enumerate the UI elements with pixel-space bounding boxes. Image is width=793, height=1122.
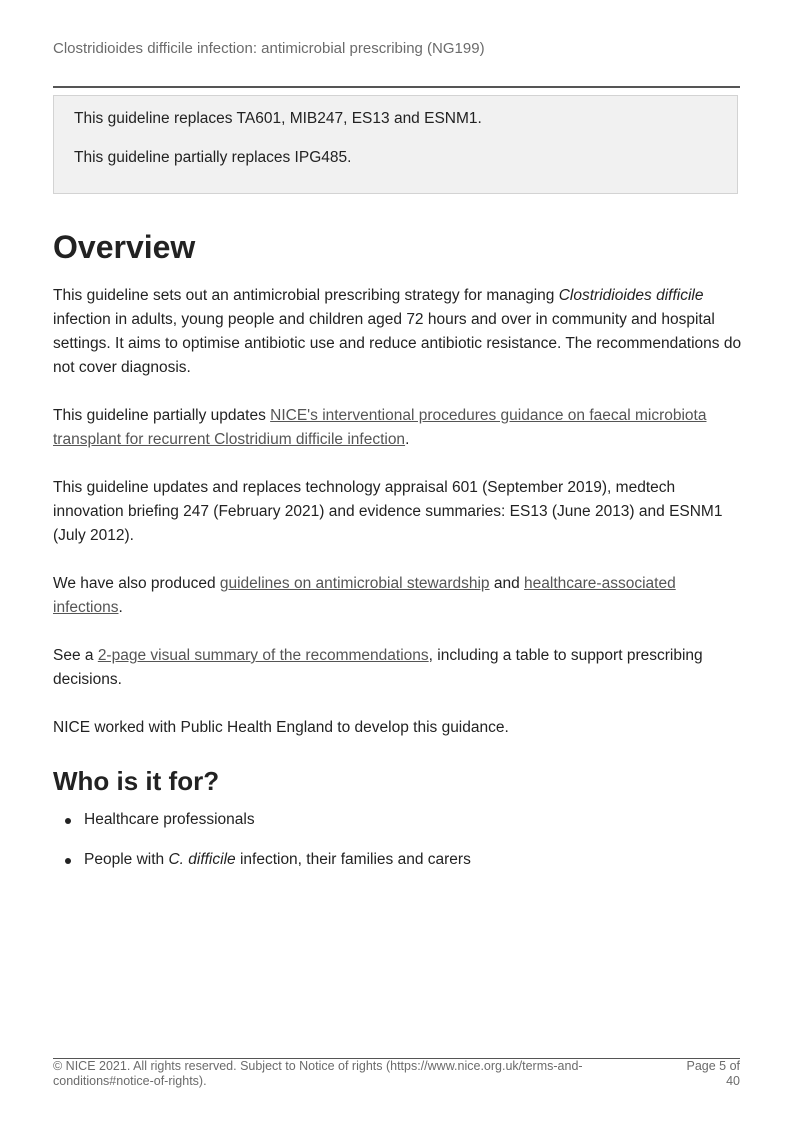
text-span: We have also produced: [53, 575, 220, 592]
overview-paragraph-related: [53, 572, 743, 620]
list-item: [53, 848, 743, 872]
text-span: This guideline partially updates: [53, 407, 271, 424]
page-number: Page 5 of 40: [686, 1059, 740, 1088]
text-span: .: [118, 599, 123, 616]
running-header: Clostridioides difficile infection: antimicrobial prescribing (NG199): [53, 40, 485, 57]
visual-summary-link[interactable]: 2-page visual summary of the recommendations: [97, 647, 429, 664]
overview-heading: Overview: [53, 229, 196, 265]
list-item: Healthcare professionals: [53, 808, 743, 832]
who-is-it-for-heading: Who is it for?: [53, 766, 220, 796]
antimicrobial-stewardship-link[interactable]: guidelines on antimicrobial stewardship: [219, 575, 490, 592]
audience-list: [53, 808, 743, 872]
italic-term: C. difficile: [168, 851, 236, 868]
healthcare-associated-infections-link[interactable]: healthcare-associated infections: [53, 575, 676, 616]
overview-paragraph-replaces: This guideline updates and replaces technology appraisal 601 (September 2019), medtech innovation briefing 247 (February 2021) and evidence summaries: ES13 (June 2013) and ESNM1 (July 2012).: [53, 479, 723, 544]
footer-copyright: © NICE 2021. All rights reserved. Subject to Notice of rights (https://www.nice.org.uk/terms-and-conditions#notice-of-rights).: [53, 1059, 583, 1088]
italic-term: Clostridioides difficile: [558, 287, 704, 304]
text-span: See a: [53, 647, 98, 664]
replaces-notice-box: [53, 95, 738, 194]
partially-replaces-notice-line: This guideline partially replaces IPG485.: [74, 149, 352, 166]
overview-paragraph-partial-update: [53, 404, 743, 452]
header-divider: [53, 86, 740, 88]
text-span: People with: [84, 851, 169, 868]
overview-content: [53, 284, 743, 888]
text-span: , including a table to support prescribing decisions.: [53, 647, 703, 688]
ipg-guidance-link[interactable]: NICE's interventional procedures guidance on faecal microbiota transplant for recurrent Clostridium difficile infection: [53, 407, 707, 448]
overview-paragraph-strategy: [53, 284, 743, 380]
text-span: infection, their families and carers: [235, 851, 471, 868]
replaces-notice-line: This guideline replaces TA601, MIB247, ES13 and ESNM1.: [74, 110, 482, 127]
text-span: .: [405, 431, 410, 448]
text-span: infection in adults, young people and children aged 72 hours and over in community and hospital settings. It aims to optimise antibiotic use and reduce antibiotic resistance. The recommendations do not cover diagnosis.: [53, 311, 742, 376]
text-span: and: [489, 575, 525, 592]
text-span: This guideline sets out an antimicrobial prescribing strategy for managing: [53, 287, 559, 304]
overview-paragraph-phe: NICE worked with Public Health England to develop this guidance.: [53, 719, 509, 736]
overview-paragraph-visual-summary: [53, 644, 743, 692]
